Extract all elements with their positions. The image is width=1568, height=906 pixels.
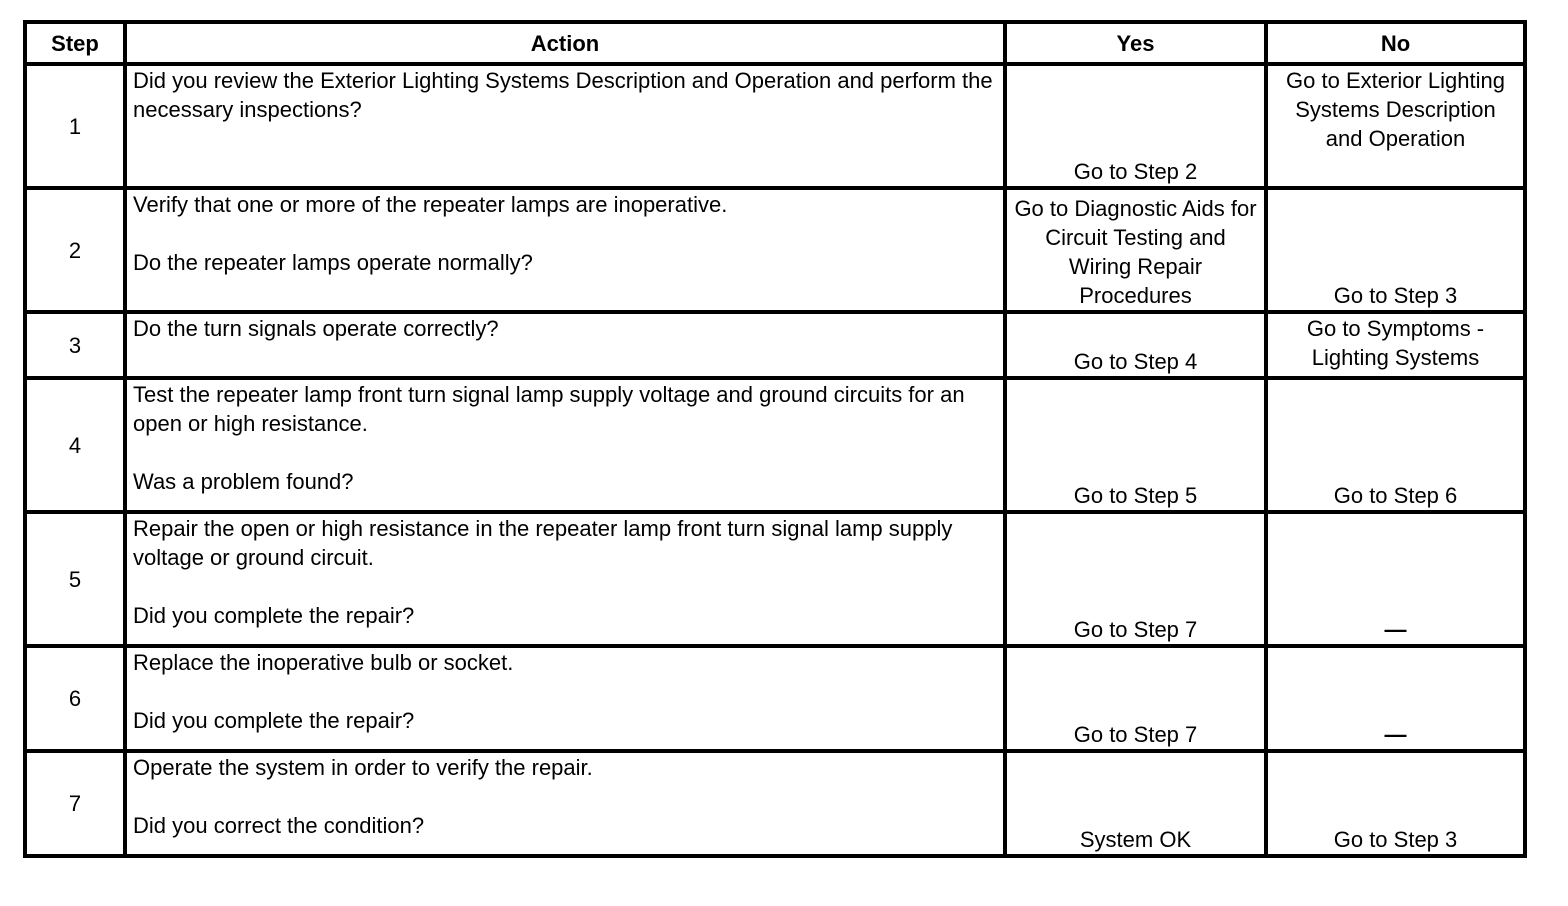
blank-line bbox=[133, 572, 997, 601]
action-text: Did you correct the condition? bbox=[133, 813, 425, 838]
action-cell bbox=[125, 512, 1005, 646]
table-row bbox=[25, 312, 1525, 378]
table-body bbox=[25, 64, 1525, 856]
action-text: Do the turn signals operate correctly? bbox=[133, 316, 499, 341]
action-cell bbox=[125, 64, 1005, 188]
action-text: Test the repeater lamp front turn signal lamp supply voltage and ground circuits for an open or high resistance. bbox=[133, 382, 965, 436]
action-text: Do the repeater lamps operate normally? bbox=[133, 250, 533, 275]
no-result: Go to Step 3 bbox=[1266, 188, 1525, 312]
step-number: 4 bbox=[25, 378, 125, 512]
action-cell bbox=[125, 646, 1005, 751]
step-number: 6 bbox=[25, 646, 125, 751]
blank-line bbox=[133, 677, 997, 706]
table-row bbox=[25, 378, 1525, 512]
blank-line bbox=[133, 438, 997, 467]
yes-result: System OK bbox=[1005, 751, 1266, 856]
header-step: Step bbox=[25, 22, 125, 64]
no-result: Go to Step 6 bbox=[1266, 378, 1525, 512]
action-text: Did you complete the repair? bbox=[133, 708, 415, 733]
no-result: — bbox=[1266, 512, 1525, 646]
blank-line bbox=[133, 782, 997, 811]
no-result: — bbox=[1266, 646, 1525, 751]
table-row bbox=[25, 188, 1525, 312]
diagnostic-table bbox=[23, 20, 1527, 858]
table-row bbox=[25, 512, 1525, 646]
no-result: Go to Step 3 bbox=[1266, 751, 1525, 856]
step-number: 1 bbox=[25, 64, 125, 188]
step-number: 7 bbox=[25, 751, 125, 856]
yes-result: Go to Step 7 bbox=[1005, 512, 1266, 646]
yes-result: Go to Step 5 bbox=[1005, 378, 1266, 512]
yes-result: Go to Step 7 bbox=[1005, 646, 1266, 751]
yes-result: Go to Step 2 bbox=[1005, 64, 1266, 188]
table-row bbox=[25, 646, 1525, 751]
action-text: Repair the open or high resistance in the repeater lamp front turn signal lamp supply voltage or ground circuit. bbox=[133, 516, 953, 570]
header-no: No bbox=[1266, 22, 1525, 64]
header-row bbox=[25, 22, 1525, 64]
header-action: Action bbox=[125, 22, 1005, 64]
action-text: Did you complete the repair? bbox=[133, 603, 415, 628]
action-cell bbox=[125, 378, 1005, 512]
action-text: Did you review the Exterior Lighting Systems Description and Operation and perform the necessary inspections? bbox=[133, 68, 993, 122]
action-text: Operate the system in order to verify the repair. bbox=[133, 755, 593, 780]
yes-result: Go to Step 4 bbox=[1005, 312, 1266, 378]
step-number: 3 bbox=[25, 312, 125, 378]
action-cell bbox=[125, 751, 1005, 856]
action-cell bbox=[125, 312, 1005, 378]
action-text: Was a problem found? bbox=[133, 469, 354, 494]
blank-line bbox=[133, 219, 997, 248]
yes-result: Go to Diagnostic Aids for Circuit Testing and Wiring Repair Procedures bbox=[1005, 188, 1266, 312]
no-result: Go to Exterior Lighting Systems Description and Operation bbox=[1266, 64, 1525, 188]
step-number: 5 bbox=[25, 512, 125, 646]
table-row bbox=[25, 751, 1525, 856]
no-result: Go to Symptoms - Lighting Systems bbox=[1266, 312, 1525, 378]
action-text: Verify that one or more of the repeater lamps are inoperative. bbox=[133, 192, 728, 217]
table-row bbox=[25, 64, 1525, 188]
step-number: 2 bbox=[25, 188, 125, 312]
action-cell bbox=[125, 188, 1005, 312]
header-yes: Yes bbox=[1005, 22, 1266, 64]
action-text: Replace the inoperative bulb or socket. bbox=[133, 650, 514, 675]
